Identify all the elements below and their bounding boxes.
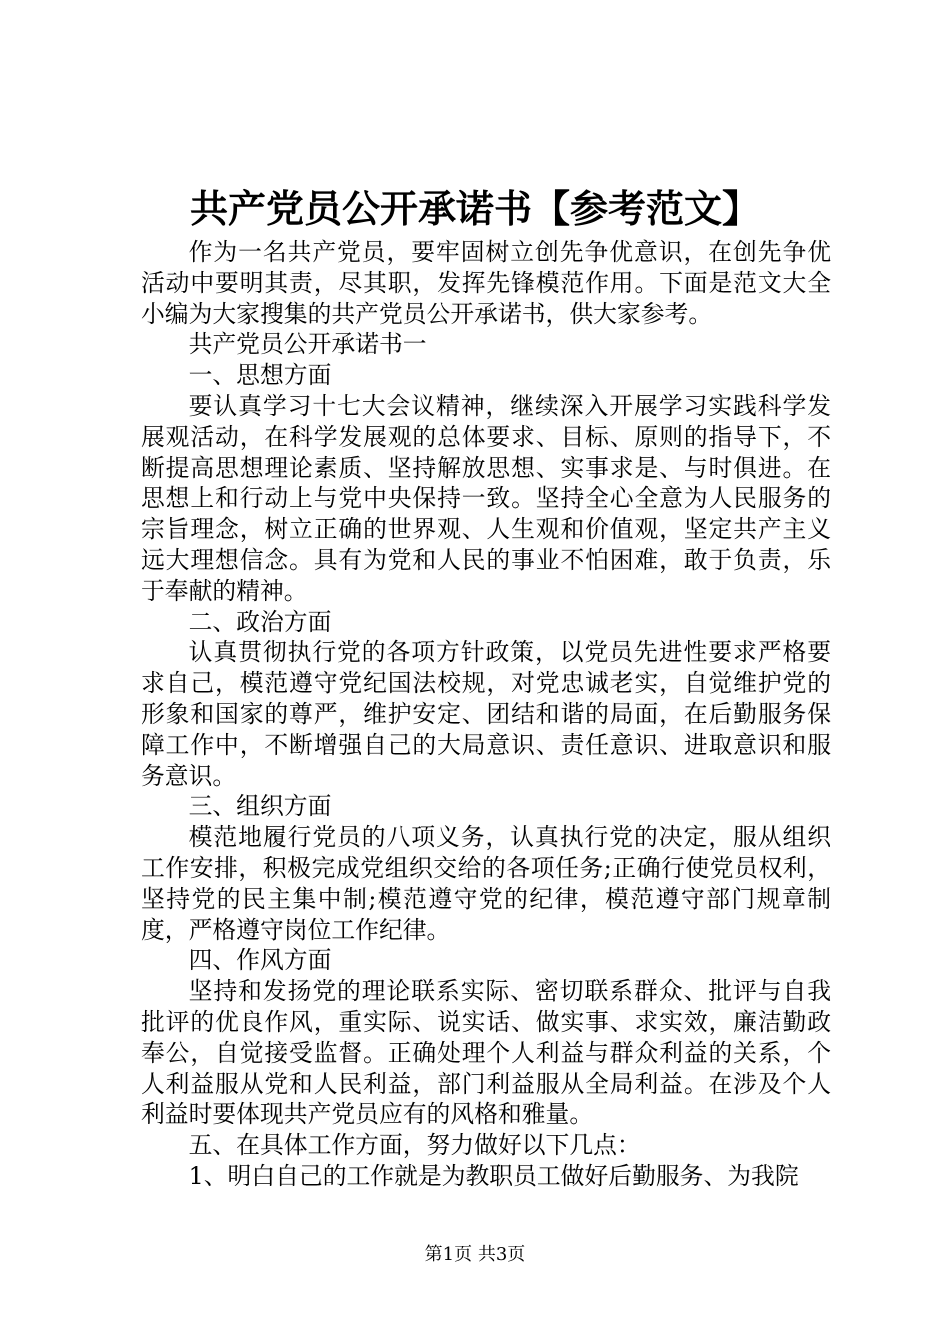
paragraph-politics: 认真贯彻执行党的各项方针政策，以党员先进性要求严格要求自己，模范遵守党纪国法校规，对党忠诚老实，自觉维护党的形象和国家的尊严，维护安定、团结和谐的局面，在后勤服务保障工作中，不断增强自己的大局意识、责任意识、进取意识和服务意识。 <box>141 638 831 790</box>
paragraph-style: 坚持和发扬党的理论联系实际、密切联系群众、批评与自我批评的优良作风，重实际、说实话、做实事、求实效，廉洁勤政奉公，自觉接受监督。正确处理个人利益与群众利益的关系，个人利益服从党和人民利益，部门利益服从全局利益。在涉及个人利益时要体现共产党员应有的风格和雅量。 <box>141 977 831 1129</box>
section-heading-work: 五、在具体工作方面，努力做好以下几点： <box>188 1131 641 1160</box>
document-title: 共产党员公开承诺书【参考范文】 <box>189 186 760 231</box>
paragraph-organization: 模范地履行党员的八项义务，认真执行党的决定，服从组织工作安排，积极完成党组织交给的各项任务;正确行使党员权利，坚持党的民主集中制;模范遵守党的纪律，模范遵守部门规章制度，严格遵守岗位工作纪律。 <box>141 823 831 944</box>
section-heading-organization: 三、组织方面 <box>188 792 332 821</box>
section-heading-politics: 二、政治方面 <box>188 607 332 636</box>
document-body <box>141 237 831 1192</box>
paragraph-subtitle: 共产党员公开承诺书一 <box>188 330 427 359</box>
section-heading-thought: 一、思想方面 <box>188 361 332 390</box>
page-footer: 第1页 共3页 <box>424 1244 526 1265</box>
section-heading-style: 四、作风方面 <box>188 946 332 975</box>
paragraph-intro: 作为一名共产党员，要牢固树立创先争优意识，在创先争优活动中要明其责，尽其职，发挥先锋模范作用。下面是范文大全小编为大家搜集的共产党员公开承诺书，供大家参考。 <box>141 238 831 328</box>
paragraph-work-item-1: 1、明白自己的工作就是为教职员工做好后勤服务、为我院 <box>188 1161 799 1190</box>
paragraph-thought: 要认真学习十七大会议精神，继续深入开展学习实践科学发展观活动，在科学发展观的总体要求、目标、原则的指导下，不断提高思想理论素质、坚持解放思想、实事求是、与时俱进。在思想上和行动上与党中央保持一致。坚持全心全意为人民服务的宗旨理念，树立正确的世界观、人生观和价值观，坚定共产主义远大理想信念。具有为党和人民的事业不怕困难，敢于负责，乐于奉献的精神。 <box>141 391 831 605</box>
